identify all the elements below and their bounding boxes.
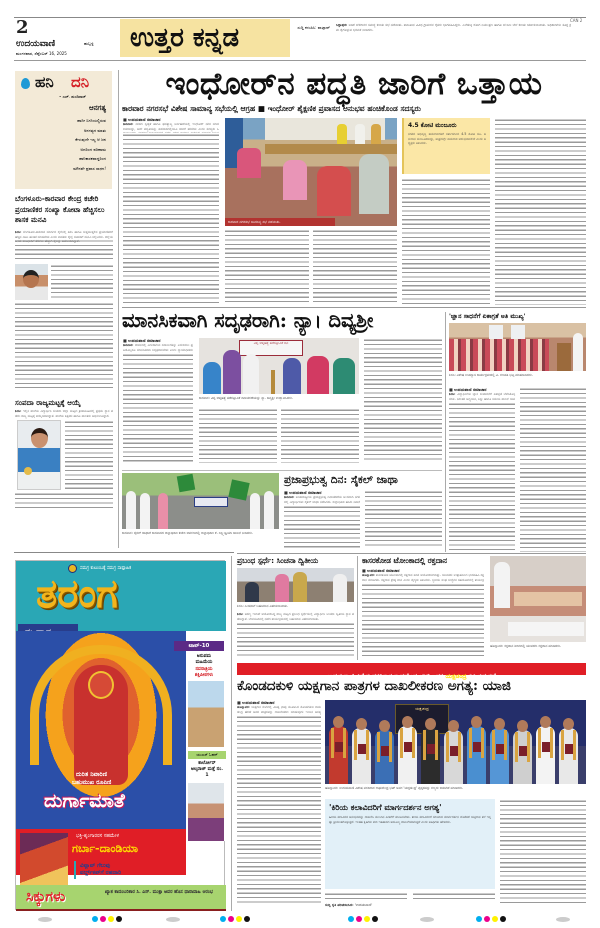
- top10-line: ನವರಾತ್ರಿಯ: [195, 666, 213, 672]
- essay-story: [237, 556, 354, 660]
- mental-body-text: ಜೀವನದಲ್ಲಿ ಎದುರಾಗುವ ಸವಾಲುಗಳನ್ನು ಎದುರಿಸಲು ಪ್ರತಿಯೊಬ್ಬರೂ ಮಾನಸಿಕವಾಗಿ ಸದೃಢರಾಗಬೇಕು ಎಂದು ನ್ಯಾಯಾಧೀಶರು: [123, 343, 193, 352]
- stage-backdrop-text: ಯಕ್ಷಚಂದ್ರ: [415, 706, 429, 711]
- yakshagana-col-1: [237, 715, 321, 903]
- yellow-dot: [492, 916, 498, 922]
- yakshagana-col-3: [413, 892, 495, 902]
- cyan-dot: [92, 916, 98, 922]
- blood-intro: [362, 573, 484, 583]
- essay-intro: [237, 612, 354, 622]
- guest-figure: [421, 728, 440, 784]
- yakshagana-byline: ■ ಉದಯವಾಣಿ ಸಮಾಚಾರ: [237, 700, 275, 705]
- left-story-1-text: [15, 230, 114, 244]
- essay-body-text: ಅರಣ್ಯ ಇಲಾಖೆ ಆಯೋಜಿಸಿದ್ದ ರಾಜ್ಯ ಮಟ್ಟದ ಪ್ರಬಂಧ ಸ್ಪರ್ಧೆಯಲ್ಲಿ ವಿದ್ಯಾರ್ಥಿನಿ ಸಿಂಚನಾ ದ್ವಿತೀಯ ಸ್ಥಾನ ಪಡೆದಿದ್ದಾಳೆ. ಬೆಂಗಳೂರಿನಲ್ಲಿ ನಡೆದ ಕಾರ್ಯಕ್ರಮದಲ್ಲಿ ಬಹುಮಾನ ವಿತರಿಸಲಾಯಿತು.: [237, 612, 355, 621]
- mental-photo-caption: ಕಾರವಾರ: ವಿಶ್ವ ಆತ್ಮಹತ್ಯೆ ತಡೆಗಟ್ಟುವಿಕೆ ದಿನಾಚರಣೆಯನ್ನು ನ್ಯಾ. ದಿವ್ಯಶ್ರೀ ಉದ್ಘಾಟಿಸಿದರು.: [199, 396, 294, 400]
- yakshagana-dateline: ಹೊನ್ನಾವರ:: [237, 705, 250, 709]
- jnana-dateline: ಶಿರಸಿ:: [449, 392, 456, 396]
- blood-photo-caption: ಹೊನ್ನಾವರ: ರಕ್ತದಾನ ಶಿಬಿರದಲ್ಲಿ ಯುವಕರು ರಕ್ತದಾನ ಮಾಡಿದರು.: [490, 644, 562, 648]
- guest-head: [494, 718, 505, 730]
- stage-banner-text: ವಿಶ್ವ ಆತ್ಮಹತ್ಯೆ ತಡೆಗಟ್ಟುವಿಕೆ ದಿನ: [253, 341, 289, 345]
- guest-figure: [536, 726, 555, 784]
- deity-face: [88, 671, 114, 699]
- left-story-1-headline: ಬೆಂಗಳೂರು-ಕಾರವಾರ ಕೇಂದ್ರ ಕಚೇರಿ ಪ್ರಯಾಣಿಕರ ಸಂಖ್ಯಾ ಕೋಟಾ ಹೆಚ್ಚಿಸಲು ಶಾಸಕ ಮನವಿ: [15, 194, 105, 224]
- top10-text: [182, 654, 226, 680]
- photo-person: [245, 582, 259, 602]
- photo-person: [307, 356, 329, 394]
- ventures-bar: [74, 861, 76, 879]
- registration-oval: [38, 917, 52, 922]
- jnana-col-2: [520, 387, 586, 552]
- taranga-tagline: ಸಮಗ್ರ ಕುಟುಂಬಕ್ಕೆ ಸಮಗ್ರ ಸಾಪ್ತಾಹಿಕ: [80, 566, 132, 571]
- photo-person: [158, 493, 168, 529]
- book: [381, 746, 389, 756]
- jnana-photo-caption: ಶಿರಸಿ: ವಿಶೇಷ ಉಪನ್ಯಾಸ ಕಾರ್ಯಕ್ರಮದಲ್ಲಿ ವಿ. ಗಣಪತಿ ಭಟ್ಟ ಮಾತನಾಡಿದರು.: [449, 373, 533, 377]
- funds-box: [402, 118, 490, 174]
- photo-person: [283, 358, 301, 394]
- quote-text: ಹಿರಿಯ ಕಲಾವಿದರ ಅನುಭವವನ್ನು ದಾಖಲಿಸಿ ಮುಂದಿನ ಪೀಳಿಗೆಗೆ ತಲುಪಿಸಬೇಕು. ಕಿರಿಯ ಕಲಾವಿದರಿಗೆ ಸರಿಯಾದ ಮಾರ್ಗದರ್ಶನ ದೊರೆತರೆ ಯಕ್ಷಗಾನ ಕಲೆ ಇನ್ನಷ್ಟು ಶ್ರೀಮಂತಗೊಳ್ಳುತ್ತದೆ. ಇಂತಹ ಕೃತಿಗಳು ಕಲಾ ಇತಿಹಾಸದ ಅಮೂಲ್ಯ ದಾಖಲೆಯಾಗುತ್ತವೆ ಎಂದು ಅತಿಥಿಗಳು ಹೇಳಿದರು.: [329, 815, 491, 824]
- book: [427, 744, 435, 754]
- podium: [557, 343, 571, 371]
- guest-head: [448, 720, 459, 732]
- masthead: [14, 17, 586, 59]
- left-story-1-col-b: [15, 302, 113, 388]
- guest-figure: [398, 726, 417, 784]
- essay-award-photo: [237, 568, 354, 602]
- lead-subheadline: ಕಾರವಾರ ನಗರಸಭೆ ವಿಶೇಷ ಸಾಮಾನ್ಯ ಸಭೆಯಲ್ಲಿ ಆಗ್ರಹ ■ ಇಂಧೋರ್ ಶೈಕ್ಷಣಿಕ ಪ್ರವಾಸದ ಅನುಭವ ಹಂಚಿಕೊಂಡ ಸದಸ್ಯರು: [122, 104, 421, 113]
- magenta-dot: [100, 916, 106, 922]
- guest-head: [540, 716, 551, 728]
- yellow-dot: [108, 916, 114, 922]
- photo-person: [293, 572, 307, 602]
- photo-person: [355, 124, 365, 146]
- photo-person: [140, 493, 150, 529]
- lead-col-2: [225, 229, 309, 305]
- photo-person: [333, 358, 355, 394]
- top10-badge: [174, 641, 224, 651]
- lead-dateline: ಕಾರವಾರ:: [123, 122, 134, 126]
- mental-intro: [123, 343, 193, 353]
- footer-label: ಸುದ್ದಿ ಕೃತಿ ಪರಿಚಯಿಸಿದ:: [325, 903, 354, 907]
- mental-col-4: [364, 338, 442, 463]
- lead-col-4: [402, 178, 490, 305]
- photo-window: [511, 325, 525, 339]
- photo-person: [237, 148, 261, 178]
- jnana-body-text: ವಿದ್ಯಾರ್ಥಿಗಳು ಜ್ಞಾನ ಸಂಪಾದನೆಗೆ ಏಕಾಗ್ರತೆ ಬೆಳೆಸಿಕೊಳ್ಳಬೇಕು. ನಿರಂತರ ಅಧ್ಯಯನ, ಶಿಸ್ತು ಹಾಗೂ ಸಮಯ ಪಾಲನೆ ಯಶ: [449, 392, 515, 401]
- taranga-title: ತರಂಗ: [36, 570, 118, 617]
- footer-text: 'ಉದಯವಾಣಿ': [354, 903, 373, 907]
- left-story-2-tail: [15, 492, 113, 510]
- left-story-1-body-text: ಬೆಂಗಳೂರು-ಕಾರವಾರ ಮಾರ್ಗದ ರೈಲಿನಲ್ಲಿ ಶಿರಸಿ ಹಾಗೂ ಸುತ್ತಮುತ್ತಲಿನ ಪ್ರಯಾಣಿಕರಿಗೆ ಹೆಚ್ಚಿನ ಸೀಟು ಹಂಚಿಕೆ ಮಾಡಬೇಕು ಎಂದು ಶಾಸಕರು ರೈಲ್ವೆ ಸಚಿವರಿಗೆ ಮನವಿ ಸಲ್ಲಿಸಿದರು. ಜಿಲ್ಲೆಯ ಜನರು ರಾಜಧಾನಿಗೆ ತೆರಳಲು ಹೆಚ್ಚಾಗಿ ರೈಲನ್ನು ಅವಲಂಬಿಸಿದ್ದಾರೆ.: [15, 230, 114, 244]
- photo-person: [317, 166, 351, 216]
- cyan-dot: [476, 916, 482, 922]
- student-head: [31, 428, 48, 448]
- usopen-badge: [188, 751, 226, 759]
- blood-donation-story: [362, 556, 586, 660]
- yakshagana-story: [237, 698, 586, 913]
- yakshagana-banner: [237, 663, 586, 680]
- registration-oval: [166, 917, 180, 922]
- blood-col: [362, 583, 484, 656]
- photo-person: [333, 574, 347, 602]
- cycle-photo-caption: ಕಾರವಾರ: ಸೈಕಲ್ ಜಾಥಾಗೆ ಕಾರವಾರದ ಜಿಲ್ಲಾಧಿಕಾರಿ ಕಚೇರಿ ಆವರಣದಲ್ಲಿ ಜಿಲ್ಲಾಧಿಕಾರಿ ಕೆ. ಲಕ್ಷ್ಮೀಪ್ರಿಯಾ ಚಾಲನೆ ನೀಡಿದರು.: [122, 531, 253, 535]
- lamp-icon: [271, 370, 275, 394]
- blood-headline: ಕಾಸರಕೋಡ ಟೋಂಕಾದಲ್ಲಿ ರಕ್ತದಾನ: [362, 556, 447, 565]
- ventures-line: ವಿಪ್ಲಾವ್ ಗೆಲುವು: [80, 863, 111, 869]
- left-story-2-text: [15, 409, 113, 418]
- hanidani-title-b: ದನಿ: [71, 73, 90, 91]
- council-meeting-photo: [225, 118, 397, 226]
- black-dot: [372, 916, 378, 922]
- cycle-headline: ಪ್ರಜಾಪ್ರಭುತ್ವ ದಿನ: ಸೈಕಲ್ ಜಾಥಾ: [284, 474, 398, 486]
- cycle-byline: ■ ಉದಯವಾಣಿ ಸಮಾಚಾರ: [284, 490, 322, 495]
- poem-lines: [26, 116, 106, 173]
- page-number: 2: [16, 17, 29, 38]
- edition: ಹುಬ್ಬಳ್ಳಿ: [84, 41, 94, 46]
- mental-col-3: [281, 408, 359, 463]
- paper-name: ಉದಯವಾಣಿ: [16, 39, 56, 49]
- photo-person: [275, 574, 289, 602]
- brief-item: [336, 23, 571, 55]
- lead-photo-caption: ಕಾರವಾರ ನಗರಸಭೆ ಸಾಮಾನ್ಯ ಸಭೆ ನಡೆಯಿತು.: [225, 218, 335, 226]
- book: [473, 742, 481, 752]
- hanidani-author: • ಎಚ್. ಡುಂಡಿರಾಜ್: [59, 94, 86, 99]
- yakshagana-col-4: [500, 799, 586, 903]
- essay-headline: ಪ್ರಬಂಧ ಸ್ಪರ್ಧೆ: ಸಿಂಚನಾ ದ್ವಿತೀಯ: [237, 556, 319, 565]
- essay-col: [237, 622, 354, 656]
- blood-donation-photo: [490, 556, 586, 642]
- column-divider: [357, 556, 358, 660]
- cyan-dot: [348, 916, 354, 922]
- photo-person: [203, 362, 221, 394]
- usopen-label: ಯುಎಸ್ ಓಪನ್: [196, 752, 218, 757]
- yakshagana-footer: [325, 903, 372, 907]
- jnana-intro: [449, 392, 515, 402]
- poem-line: ಅನಗತ್ಯದ ಮಾತು: [83, 127, 106, 133]
- masthead-bottom-rule: [14, 60, 586, 61]
- side-note: ಸುದ್ದಿ ಕಳುಹಿಸಿ: ವಾಟ್ಸಾಪ್: [297, 25, 330, 30]
- guest-head: [402, 716, 413, 728]
- green-flag: [177, 474, 196, 493]
- book: [496, 744, 504, 754]
- photo-person: [494, 562, 510, 608]
- magenta-dot: [356, 916, 362, 922]
- guest-head: [356, 718, 367, 730]
- guest-head: [471, 716, 482, 728]
- blood-byline: ■ ಉದಯವಾಣಿ ಸಮಾಚಾರ: [362, 568, 400, 573]
- book: [358, 744, 366, 754]
- section-title-box: [120, 19, 290, 57]
- mental-dateline: ಕಾರವಾರ:: [123, 343, 134, 347]
- durga-sub1: ದುರಿತ ನಿವಾರಿಣಿ: [76, 771, 107, 778]
- cmyk-dots: [476, 916, 506, 922]
- guest-figure: [559, 728, 578, 784]
- temple-photo: [188, 681, 224, 747]
- book-release-photo: [325, 700, 586, 784]
- top10-line: ಶಕ್ತಿಪೀಠಗಳು: [194, 673, 214, 679]
- magenta-dot: [228, 916, 234, 922]
- cmyk-dots: [348, 916, 378, 922]
- serial-text: ಖ್ಯಾತ ಕಾದಂಬರಿಕಾರ ಸಿ. ಎನ್. ಮುಕ್ತಾ ಅವರ ಹೊಸ ಧಾರಾವಾಹಿ ಆರಂಭ: [104, 890, 214, 895]
- author-photo: [15, 264, 48, 300]
- yellow-dot: [236, 916, 242, 922]
- top10-label: ಟಾಪ್-10: [188, 643, 210, 649]
- top10-line: ಮಹಿಮೆಯ: [195, 660, 213, 666]
- yakshagana-intro: [237, 705, 321, 715]
- green-flag: [228, 479, 249, 500]
- left-story-2-col: [65, 420, 113, 490]
- yakshagana-headline: ಕೊಂಡದಕುಳಿ ಯಕ್ಷಗಾನ ಪಾತ್ರಗಳ ದಾಖಲೀಕರಣ ಅಗತ್ಯ: ಯಾಜಿ: [237, 678, 511, 694]
- person-head: [23, 270, 39, 288]
- lead-col-1: [123, 133, 219, 305]
- cmyk-dots: [220, 916, 250, 922]
- book: [404, 742, 412, 752]
- page-code: CAN 2: [570, 18, 583, 23]
- cycle-col-1: [284, 505, 360, 549]
- poem-line: ಹಾನಿಕಾರಕವಾದ್ದರಿಂದ: [79, 156, 106, 161]
- black-dot: [500, 916, 506, 922]
- mental-byline: ■ ಉದಯವಾಣಿ ಸಮಾಚಾರ: [123, 338, 161, 343]
- lead-col-3: [313, 229, 397, 305]
- quote-title: 'ಕಿರಿಯ ಕಲಾವಿದರಿಗೆ ಮಾರ್ಗದರ್ಶನ ಅಗತ್ಯ': [329, 803, 442, 812]
- lead-col-5: [495, 118, 586, 305]
- quote-box: [325, 799, 495, 889]
- photo-person: [243, 354, 259, 394]
- ad-top-rule: [14, 552, 234, 553]
- guest-head: [563, 718, 574, 730]
- jnana-story: [449, 312, 586, 552]
- guest-figure: [329, 726, 348, 784]
- book: [335, 742, 343, 752]
- brief-text: ಅಡಿಕೆ ಬೆಳೆಗಾರರ ಸಮಸ್ಯೆ ಕುರಿತು ಸಭೆ ನಡೆಯಿತು. ತಾಲೂಕಿನ ವಿವಿಧ ಗ್ರಾಮಗಳ ರೈತರು ಭಾಗವಹಿಸಿದ್ದರು. ಎಲೆಚುಕ್ಕಿ ರೋಗ ನಿಯಂತ್ರಣ ಹಾಗೂ ಬೆಂಬಲ ಬೆಲೆ ಕುರಿತು ಚರ್ಚಿಸಲಾಯಿತು. ಅಧಿಕಾರಿಗಳು ಸೂಕ್ತ ಕ್ರಮ ಕೈಗೊಳ್ಳುವ ಭರವಸೆ ನೀಡಿದರು.: [336, 23, 572, 32]
- lead-intro: [123, 122, 219, 132]
- photo-window: [489, 325, 503, 339]
- cycle-rally-story: [122, 473, 442, 551]
- speaker: [573, 333, 583, 371]
- section-rule: [122, 470, 442, 471]
- left-story-1-col-a: [51, 264, 113, 300]
- audience: [449, 339, 549, 371]
- medal-icon: [24, 467, 32, 475]
- brief-label: ಸಿದ್ದಾಪುರ:: [336, 23, 348, 27]
- guest-figure: [352, 728, 371, 784]
- mental-health-story: [122, 308, 442, 468]
- jnana-col-1: [449, 402, 515, 552]
- mental-col-2: [199, 408, 277, 463]
- student-photo: [17, 420, 61, 490]
- mental-health-photo: [199, 338, 359, 394]
- cycle-intro: [284, 495, 360, 505]
- left-story-1: [15, 194, 113, 389]
- garba-sub: ಭಕ್ತಿ-ಶೃಂಗಾರರಸ ಸಹಮೇಳ: [76, 833, 120, 839]
- book: [565, 744, 573, 754]
- cycle-rally-photo: [122, 473, 279, 529]
- blood-dateline: ಹೊನ್ನಾವರ:: [362, 573, 375, 577]
- guest-figure: [513, 730, 532, 784]
- book: [542, 742, 550, 752]
- poem-line: ಅದರಿಂದ ಪರಿಣಾಮ: [80, 146, 106, 152]
- section-rule: [237, 553, 586, 554]
- jnana-headline: 'ಜ್ಞಾನ ಸಾಧನೆಗೆ ಏಕಾಗ್ರತೆ ಅತಿ ಮುಖ್ಯ': [449, 313, 526, 320]
- rally-banner: [194, 497, 228, 507]
- photo-person: [223, 350, 241, 394]
- registration-oval: [420, 917, 434, 922]
- guest-figure: [375, 730, 394, 784]
- lead-body-text: ನಗರದ ಸ್ವಚ್ಛತೆ ಹಾಗೂ ಘನತ್ಯಾಜ್ಯ ನಿರ್ವಹಣೆಯಲ್ಲಿ ಇಂಧೋರ್ ನಗರ ಮಾದರಿಯಾಗಿದ್ದು, ಅದೇ ಪದ್ಧತಿಯನ್ನು ಕಾರವಾರದಲ್ಲಿಯೂ ಜಾರಿಗೆ ತರಬೇಕು ಎಂದು ಸದಸ್ಯರು ಒ: [123, 122, 220, 131]
- section-title: ಉತ್ತರ ಕನ್ನಡ: [130, 23, 240, 53]
- guest-figure: [444, 730, 463, 784]
- yakshagana-body-text: ಯಕ್ಷಗಾನ ರಂಗದಲ್ಲಿ ವಿಶಿಷ್ಟ ಛಾಪು ಮೂಡಿಸಿದ ಕೊಂಡದಕುಳಿ ರಾಮಚಂದ್ರ ಹೆಗಡೆ ಅವರ ಪಾತ್ರಗಳನ್ನು ದಾಖಲೀಕರಣ ಮಾಡುವುದು ಇಂದಿನ ಅಗತ್ಯ: [237, 705, 321, 714]
- blood-body-text: ಕಾಸರಕೋಡ ಟೋಂಕಾದಲ್ಲಿ ರಕ್ತದಾನ ಶಿಬಿರ ಆಯೋಜಿಸಲಾಗಿತ್ತು. ಯುವಕರು ಉತ್ಸಾಹದಿಂದ ಭಾಗವಹಿಸಿ ರಕ್ತದಾನ ಮಾಡಿದರು. ರಕ್ತದಾನ ಶ್ರೇಷ್ಠ ದಾನ ಎಂದು ವೈದ್ಯರು ತಿಳಿಸಿದರು. ಸ್ಥಳೀಯ ಸಂಘ ಸಂಸ್ಥೆಗಳ ಸಹಯೋಗದಲ್ಲಿ ಕಾರ್ಯಕ್ರ: [362, 573, 484, 582]
- mental-headline: ಮಾನಸಿಕವಾಗಿ ಸದೃಢರಾಗಿ: ನ್ಯಾ। ದಿವ್ಯಶ್ರೀ: [122, 309, 374, 332]
- photo-person: [283, 160, 307, 200]
- lead-story: [122, 65, 586, 305]
- photo-person: [264, 491, 274, 529]
- sikkugalu-title: ಸಿಕ್ಕುಗಳು: [26, 889, 66, 905]
- photo-wall: [265, 118, 385, 140]
- guest-figure: [490, 728, 509, 784]
- guest-head: [425, 718, 436, 730]
- column-divider: [445, 312, 446, 552]
- banner-highlight: ಯಕ್ಷಚಂದ್ರ: [445, 673, 467, 680]
- photo-person: [337, 124, 347, 146]
- durga-sub2: ಬಹುಮುಖ ರೂಪಿಣಿ: [72, 779, 112, 786]
- masthead-top-rule: [14, 17, 586, 18]
- yakshagana-col-2: [325, 892, 407, 902]
- column-divider: [118, 70, 119, 548]
- banner-prefix: ಉದಯವಾಣಿ ವಿಶೇಷ ವರದಿಗಾರ ರಾಘವೇಂದ್ರ ಭಟ್ ಅವರ: [327, 673, 446, 680]
- guest-figure: [467, 726, 486, 784]
- magenta-dot: [484, 916, 490, 922]
- photo-person: [126, 491, 136, 529]
- essay-photo-caption: ಶಿರಸಿ: ಸಿಂಚನಾಗೆ ಬಹುಮಾನ ವಿತರಿಸಲಾಯಿತು.: [237, 604, 289, 608]
- mental-col-1: [123, 353, 193, 463]
- player-photo: [188, 783, 224, 841]
- ventures-line: ವರ್ಲ್ಡ್‌ಕಪ್‌ಗೆ ರಹದಾರಿ: [80, 870, 122, 876]
- garba-title: ಗರ್ಬಾ-ದಾಂಡಿಯಾ: [72, 842, 139, 855]
- left-story-2-headline: ಸಂಪದಾ ರಾಜ್ಯಮಟ್ಟಕ್ಕೆ ಆಯ್ಕೆ: [15, 398, 81, 407]
- photo-person: [250, 493, 260, 529]
- durga-title: ದುರ್ಗಾಮಾತೆ: [44, 790, 125, 812]
- cycle-col-2: [365, 490, 442, 549]
- guest-head: [333, 716, 344, 728]
- registration-oval: [556, 917, 570, 922]
- book: [450, 746, 458, 756]
- jnana-byline: ■ ಉದಯವಾಣಿ ಸಮಾಚಾರ: [449, 387, 487, 392]
- poem-line: ಕೇಳುವುದೇ ಇಲ್ಲ ಆ ಜನ: [75, 137, 106, 142]
- left-story-1-dateline: ಶಿರಸಿ:: [15, 230, 22, 234]
- book: [519, 746, 527, 756]
- cmyk-dots: [92, 916, 122, 922]
- registration-marks: [0, 914, 600, 926]
- left-story-2-dateline: ಶಿರಸಿ:: [15, 409, 22, 413]
- yellow-dot: [364, 916, 370, 922]
- yakshagana-photo-caption: ಹೊನ್ನಾವರ: ಉದಯವಾಣಿ ವಿಶೇಷ ವರದಿಗಾರ ರಾಘವೇಂದ್ರ ಭಟ್ ಅವರ 'ಯಕ್ಷಚಂದ್ರ' ಪುಸ್ತಕವನ್ನು ಗಣ್ಯರು ಬಿಡುಗಡೆ ಮಾಡಿದರು.: [325, 786, 464, 790]
- black-dot: [244, 916, 250, 922]
- cycle-body-text: ಅಂತಾರಾಷ್ಟ್ರೀಯ ಪ್ರಜಾಪ್ರಭುತ್ವ ದಿನಾಚರಣೆಯ ಅಂಗವಾಗಿ ನಗರದಲ್ಲಿ ವಿದ್ಯಾರ್ಥಿಗಳು ಸೈಕಲ್ ಜಾಥಾ ನಡೆಸಿದರು. ಜಿಲ್ಲಾಧಿಕಾರಿ ಹಸಿರು ನಿಶಾನೆ: [284, 495, 360, 504]
- column-divider: [231, 556, 232, 911]
- poem-line: ಮೌನವೇ ಪ್ರವಾಸ ಸಾಧನ!: [73, 165, 106, 171]
- cyan-dot: [220, 916, 226, 922]
- essay-dateline: ಶಿರಸಿ:: [237, 612, 244, 616]
- guest-head: [517, 720, 528, 732]
- left-story-2: [15, 398, 113, 548]
- patient-bed: [514, 592, 582, 606]
- date: ಮಂಗಳವಾರ, ಸೆಪ್ಟೆಂಬರ್ 16, 2025: [16, 51, 67, 56]
- usopen-text: ಕಾರ್ಲೋಸ್ ಅಲ್ಕರಾಜ್ ಮತ್ತೆ ನಂ. 1: [191, 761, 223, 779]
- top10-line: ಅನುಪಮ: [196, 654, 212, 659]
- lead-byline: ■ ಉದಯವಾಣಿ ಸಮಾಚಾರ: [123, 117, 161, 122]
- funds-box-text: ನಗರದ ಅಭಿವೃದ್ಧಿ ಕಾಮಗಾರಿಗಳಿಗೆ ಸರ್ಕಾರದಿಂದ 4.5 ಕೋಟಿ ರೂ. ಅನುದಾನ ಮಂಜೂರಾಗಿದ್ದು, ಶೀಘ್ರದಲ್ಲೇ ಕಾಮಗಾರಿ ಆರಂಭವಾಗಲಿದೆ ಎಂದು ಅಧ್ಯಕ್ಷರು ತಿಳಿಸಿದರು.: [408, 132, 486, 146]
- hanidani-title-a: ಹನಿ: [35, 73, 54, 91]
- photo-person: [371, 124, 381, 146]
- photo-table: [265, 144, 397, 154]
- lead-headline: ಇಂಧೋರ್‌ನ ಪದ್ಧತಿ ಜಾರಿಗೆ ಒತ್ತಾಯ: [165, 66, 543, 102]
- black-dot: [116, 916, 122, 922]
- taranga-ad[interactable]: [15, 560, 225, 910]
- ventures-text: [80, 863, 121, 877]
- funds-box-title: 4.5 ಕೋಟಿ ಮಂಜೂರು: [408, 122, 457, 129]
- patient-bed: [508, 622, 584, 636]
- left-story-2-body-text: ಇಲ್ಲಿನ ಶಾಲೆಯ ವಿದ್ಯಾರ್ಥಿನಿ ಸಂಪದಾ ಜಿಲ್ಲಾ ಮಟ್ಟದ ಕ್ರೀಡಾಕೂಟದಲ್ಲಿ ಪ್ರಥಮ ಸ್ಥಾನ ಪಡೆದು ರಾಜ್ಯ ಮಟ್ಟಕ್ಕೆ ಆಯ್ಕೆಯಾಗಿದ್ದಾಳೆ. ಶಾಲೆಯ ಶಿಕ್ಷಕರು ಹಾಗೂ ಪಾಲಕರು ಅಭಿನಂದಿಸಿದ್ದಾರೆ.: [15, 409, 114, 418]
- cycle-dateline: ಕಾರವಾರ:: [284, 495, 295, 499]
- photo-person: [359, 154, 389, 214]
- poem-title: ಆನಗತ್ಯ: [89, 104, 106, 112]
- dancer-photo: [20, 833, 68, 887]
- guest-head: [379, 720, 390, 732]
- water-drop-icon: [21, 78, 30, 89]
- banner-suffix: ಕೃತಿ ಬಿಡುಗಡೆ: [466, 673, 496, 680]
- poem-line: ಹಾದೀ ಬೀದಿಯಲ್ಲಿರುವ: [77, 118, 106, 123]
- lecture-photo: [449, 323, 586, 371]
- hanidani-box: [15, 71, 112, 189]
